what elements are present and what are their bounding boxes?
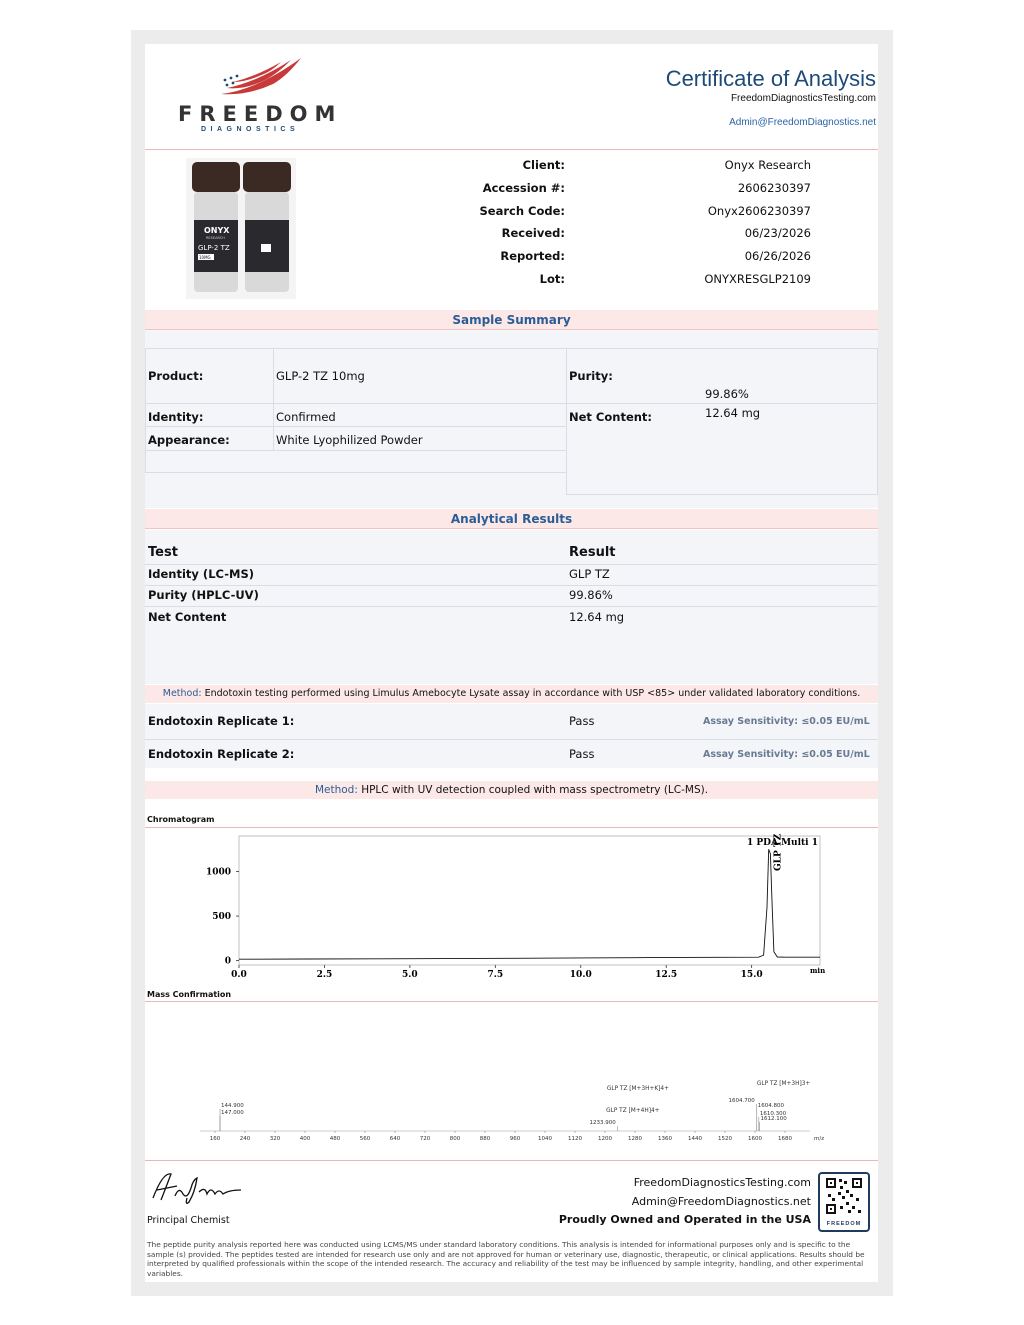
mass-x-tick-label: 720	[419, 1136, 431, 1142]
result-net-content: 12.64 mg	[569, 610, 625, 624]
signature-image	[149, 1166, 245, 1208]
received-label: Received:	[501, 226, 565, 240]
mass-peak-label: 1610.300	[759, 1111, 787, 1117]
test-net-content: Net Content	[148, 610, 227, 624]
results-line-2	[145, 606, 878, 607]
peak-label: GLP TZ	[773, 833, 784, 871]
mass-x-axis-label: m/z	[814, 1136, 825, 1142]
mass-peak-label: 1604.800	[757, 1103, 785, 1109]
product-label: Product:	[148, 369, 204, 383]
footer-email[interactable]: Admin@FreedomDiagnostics.net	[631, 1195, 811, 1208]
sample-summary-block	[145, 330, 878, 508]
footer-website[interactable]: FreedomDiagnosticsTesting.com	[633, 1176, 811, 1189]
mass-x-tick-label: 240	[239, 1136, 251, 1142]
mass-x-tick-label: 1120	[568, 1136, 582, 1142]
x-tick-label: 0.0	[231, 970, 247, 978]
certificate-page	[145, 44, 878, 1282]
vial-illustration	[186, 158, 296, 299]
endotoxin-method-prefix: Method:	[162, 688, 202, 699]
reported-label: Reported:	[500, 249, 565, 263]
summary-border-right	[877, 348, 878, 494]
mass-x-tick-label: 640	[389, 1136, 401, 1142]
qr-pattern-icon	[820, 1176, 868, 1220]
hplc-method-text: HPLC with UV detection coupled with mass spectrometry (LC-MS).	[361, 784, 709, 796]
mass-x-tick-label: 160	[209, 1136, 221, 1142]
mass-x-tick-label: 480	[329, 1136, 341, 1142]
x-axis-label: min	[810, 966, 826, 975]
mass-divider	[145, 1001, 878, 1002]
results-line-0	[145, 564, 878, 565]
summary-divider-2	[566, 348, 567, 494]
summary-border-left	[145, 348, 146, 472]
chromatogram-divider	[145, 827, 878, 828]
test-identity: Identity (LC-MS)	[148, 567, 254, 581]
endotoxin-rep1-label: Endotoxin Replicate 1:	[148, 714, 295, 728]
mass-x-tick-label: 960	[509, 1136, 521, 1142]
logo-subtitle: DIAGNOSTICS	[201, 126, 300, 133]
x-tick-label: 5.0	[402, 970, 418, 978]
mass-x-tick-label: 320	[269, 1136, 281, 1142]
hplc-method-bar	[145, 781, 878, 799]
disclaimer-text: The peptide purity analysis reported here was conducted using LCMS/MS under standard laboratory conditions. This analysis is intended for informational purposes only and is specific to the sample (s) provided. The peptides tested are intended for research use only and are not approved for human or veterinary use, diagnostic, therapeutic, or clinical applications. Results should be interpreted by qualified professionals within the scope of the intended research. The accuracy and reliability of the test may be influenced by sample integrity, handling, and other experimental variables.	[147, 1240, 865, 1278]
mass-annotation: GLP TZ [M+3H+K]4+	[606, 1086, 669, 1092]
header-website: FreedomDiagnosticsTesting.com	[730, 93, 876, 104]
summary-row-line-3	[145, 450, 566, 451]
mass-x-tick-label: 1440	[688, 1136, 702, 1142]
x-tick-label: 7.5	[487, 970, 504, 978]
mass-peak-label: 1233.900	[589, 1120, 616, 1126]
search-code-value: Onyx2606230397	[707, 204, 811, 218]
mass-x-tick-label: 1680	[778, 1136, 792, 1142]
test-purity: Purity (HPLC-UV)	[148, 588, 259, 602]
signer-role: Principal Chemist	[147, 1215, 230, 1226]
product-vial-image	[186, 158, 296, 299]
client-value: Onyx Research	[724, 158, 811, 172]
result-purity: 99.86%	[569, 588, 613, 602]
vial-dose: 10MG	[199, 255, 211, 260]
x-tick-label: 2.5	[316, 970, 333, 978]
net-content-value: 12.64 mg	[705, 406, 761, 420]
chart-title: 1 PDA Multi 1	[747, 838, 818, 848]
summary-row-line-5	[566, 494, 878, 495]
hplc-method-prefix: Method:	[314, 784, 358, 796]
search-code-label: Search Code:	[479, 204, 565, 218]
mass-annotation: GLP TZ [M+4H]4+	[606, 1108, 660, 1114]
mass-x-tick-label: 400	[299, 1136, 311, 1142]
endotoxin-method-bar	[145, 685, 878, 703]
vial-brand-sub: RESEARCH	[206, 236, 225, 240]
footer-divider	[145, 1160, 878, 1161]
mass-x-tick-label: 1040	[538, 1136, 552, 1142]
mass-x-tick-label: 1600	[748, 1136, 762, 1142]
mass-peak-label: 144.900	[221, 1103, 244, 1109]
purity-value: 99.86%	[705, 387, 749, 401]
qr-label: FREEDOM	[826, 1221, 862, 1227]
header-email-link[interactable]: Admin@FreedomDiagnostics.net	[729, 117, 876, 128]
identity-label: Identity:	[148, 410, 204, 424]
analytical-results-block	[145, 530, 878, 684]
y-tick-label: 0	[224, 956, 231, 967]
summary-row-line-2	[145, 426, 566, 427]
header-divider	[145, 149, 878, 150]
received-value: 06/23/2026	[744, 226, 811, 240]
summary-row-line-1	[145, 403, 878, 404]
logo-wings-icon	[217, 52, 307, 102]
summary-border-top	[145, 348, 878, 349]
endotoxin-rep2-result: Pass	[569, 747, 595, 761]
accession-label: Accession #:	[482, 181, 565, 195]
mass-x-tick-label: 1200	[598, 1136, 612, 1142]
x-tick-label: 15.0	[740, 970, 763, 978]
mass-x-tick-label: 560	[359, 1136, 371, 1142]
logo-wordmark: FREEDOM	[178, 102, 343, 126]
purity-label: Purity:	[569, 369, 613, 383]
appearance-value: White Lyophilized Powder	[276, 433, 423, 447]
client-label: Client:	[522, 158, 565, 172]
mass-peak-label: 1604.700	[728, 1098, 755, 1104]
mass-spectrum-chart	[145, 1004, 878, 1146]
reported-value: 06/26/2026	[744, 249, 811, 263]
endotoxin-method-text: Endotoxin testing performed using Limulus Amebocyte Lysate assay in accordance with USP <85> under validated laboratory conditions.	[204, 688, 861, 699]
endotoxin-rep2-label: Endotoxin Replicate 2:	[148, 747, 295, 761]
chromatogram-title: Chromatogram	[147, 815, 215, 824]
analytical-results-header: Analytical Results	[145, 509, 878, 529]
accession-value: 2606230397	[737, 181, 811, 195]
appearance-label: Appearance:	[148, 433, 230, 447]
footer-tagline: Proudly Owned and Operated in the USA	[558, 1213, 811, 1226]
qr-code[interactable]	[818, 1172, 870, 1232]
vial-brand: ONYX	[204, 226, 230, 235]
y-tick-label: 1000	[205, 867, 231, 878]
product-value: GLP-2 TZ 10mg	[276, 369, 365, 383]
endotoxin-rep1-result: Pass	[569, 714, 595, 728]
mass-peak-label: 147.000	[221, 1110, 244, 1116]
mass-x-tick-label: 1280	[628, 1136, 642, 1142]
test-column-header: Test	[148, 545, 178, 560]
endotoxin-line	[145, 739, 878, 740]
result-column-header: Result	[569, 545, 616, 560]
endotoxin-rep2-sensitivity: Assay Sensitivity: ≤0.05 EU/mL	[703, 749, 870, 760]
mass-annotation: GLP TZ [M+3H]3+	[756, 1081, 811, 1087]
summary-divider-1	[273, 348, 274, 450]
mass-x-tick-label: 880	[479, 1136, 491, 1142]
results-line-1	[145, 585, 878, 586]
net-content-label: Net Content:	[569, 410, 653, 424]
mass-x-tick-label: 1520	[718, 1136, 732, 1142]
mass-confirmation-title: Mass Confirmation	[147, 990, 232, 999]
chromatogram-plot-area	[239, 836, 820, 965]
result-identity: GLP TZ	[569, 567, 610, 581]
mass-x-tick-label: 800	[449, 1136, 461, 1142]
chromatogram-chart	[145, 830, 878, 978]
mass-peak-label: 1612.100	[760, 1116, 787, 1122]
page-title: Certificate of Analysis	[665, 66, 876, 91]
lot-label: Lot:	[539, 272, 565, 286]
sample-summary-header: Sample Summary	[145, 310, 878, 330]
vial-product: GLP-2 TZ	[198, 244, 230, 252]
y-tick-label: 500	[212, 912, 231, 923]
identity-value: Confirmed	[276, 410, 336, 424]
mass-x-tick-label: 1360	[658, 1136, 672, 1142]
endotoxin-rep1-sensitivity: Assay Sensitivity: ≤0.05 EU/mL	[703, 716, 870, 727]
summary-row-line-4	[145, 472, 566, 473]
x-tick-label: 12.5	[655, 970, 678, 978]
lot-value: ONYXRESGLP2109	[704, 272, 811, 286]
x-tick-label: 10.0	[569, 970, 592, 978]
